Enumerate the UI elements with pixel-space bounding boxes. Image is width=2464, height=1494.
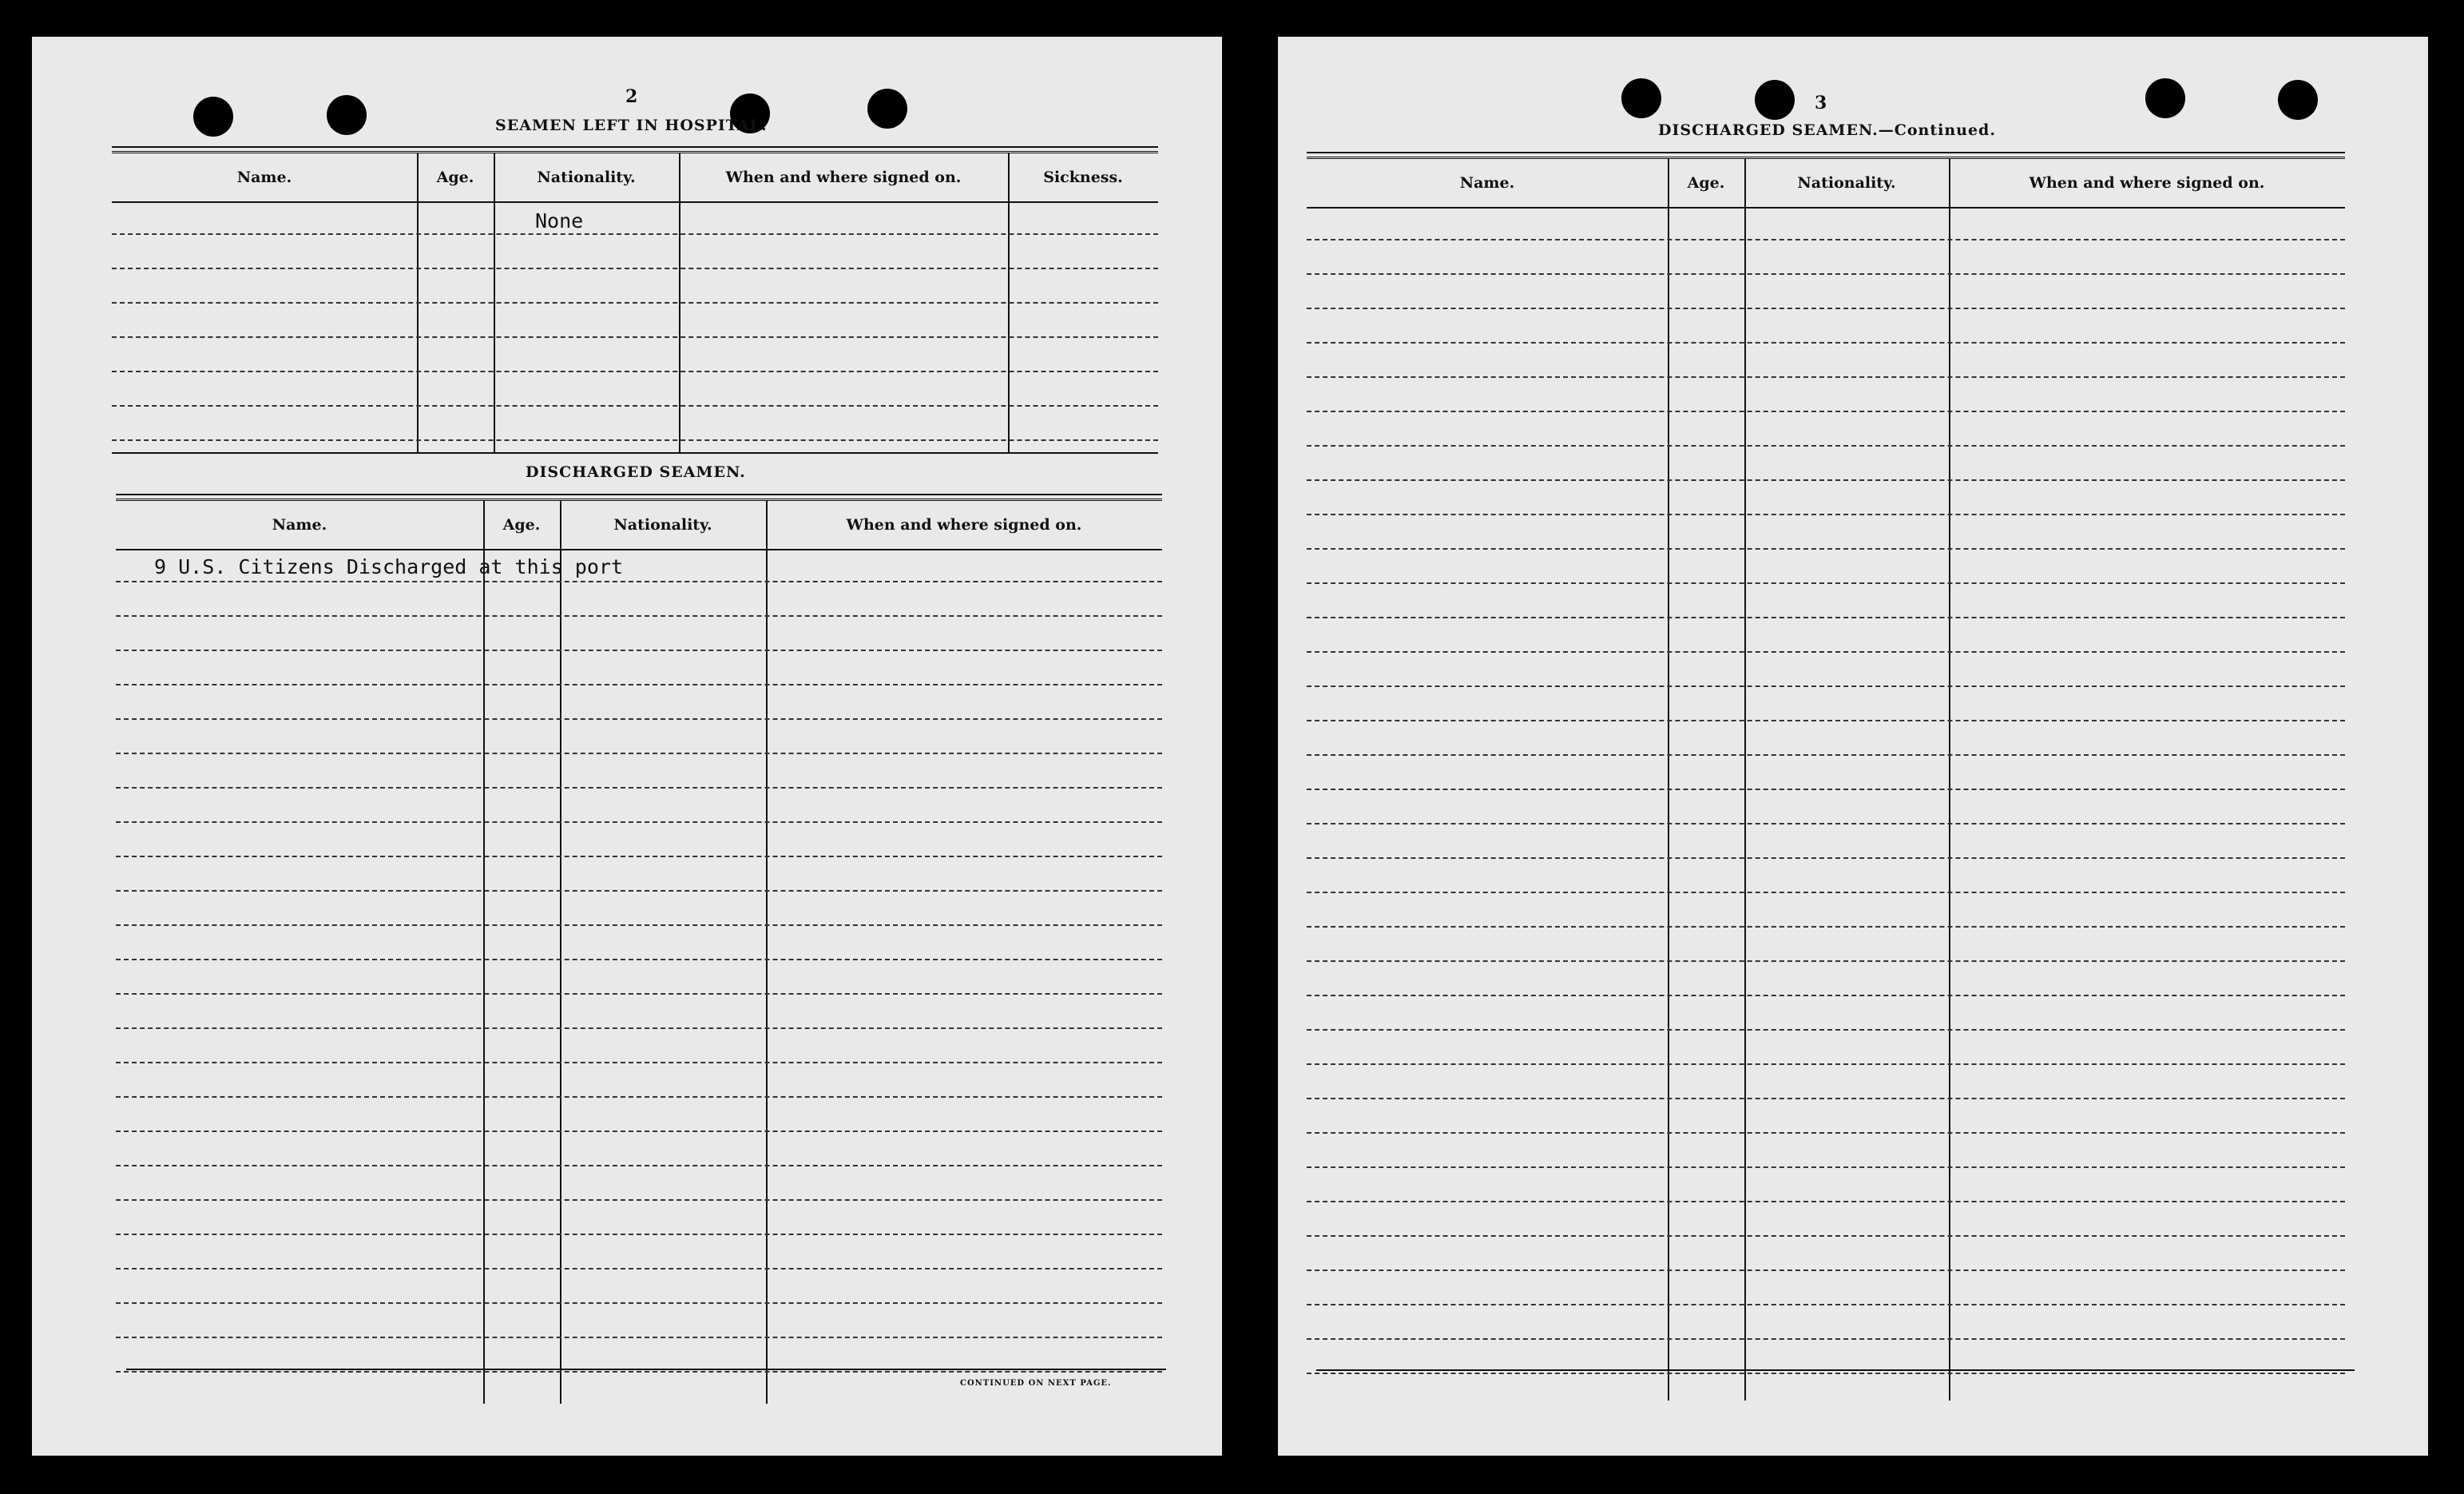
- table-row: [1307, 445, 2345, 447]
- continued-table-header: [1307, 159, 2345, 209]
- table-row: [1307, 342, 2345, 344]
- punch-hole: [327, 95, 367, 135]
- table-row: [1307, 1166, 2345, 1168]
- table-row: [1307, 1373, 2345, 1374]
- punch-hole: [2278, 80, 2318, 120]
- column-divider: [1668, 159, 1669, 1401]
- table-row: [1307, 308, 2345, 309]
- table-row: [1307, 892, 2345, 893]
- table-row: [116, 1302, 1162, 1304]
- column-divider: [417, 153, 419, 454]
- discharged-continued-table: [1307, 157, 2345, 1401]
- table-row: [116, 1062, 1162, 1063]
- table-row: [1307, 1029, 2345, 1031]
- col-header-signed-on: When and where signed on.: [2029, 174, 2265, 192]
- table-row: [1307, 376, 2345, 378]
- table-row: [116, 993, 1162, 995]
- col-header-age: Age.: [502, 516, 541, 534]
- table-row: [116, 1130, 1162, 1132]
- column-divider: [679, 153, 680, 454]
- left-page: [32, 37, 1222, 1456]
- table-row: [1307, 789, 2345, 790]
- table-row: [1307, 273, 2345, 275]
- table-row: [116, 787, 1162, 789]
- table-row: [1307, 582, 2345, 584]
- table-row: [116, 924, 1162, 926]
- page-number: 3: [1815, 93, 1827, 113]
- table-row: [116, 581, 1162, 582]
- hospital-entry-nationality: None: [535, 209, 584, 232]
- table-row: [1307, 548, 2345, 550]
- table-row: [1307, 960, 2345, 962]
- col-header-sickness: Sickness.: [1043, 169, 1123, 186]
- punch-hole: [193, 97, 233, 137]
- table-row: [1307, 239, 2345, 240]
- column-divider: [1949, 159, 1950, 1401]
- bottom-rule: [126, 1369, 1166, 1370]
- table-row: [1307, 1132, 2345, 1134]
- table-row: [116, 856, 1162, 857]
- punch-hole: [2145, 78, 2185, 118]
- table-row: [1307, 720, 2345, 721]
- punch-hole: [1755, 80, 1795, 120]
- table-row: [116, 753, 1162, 754]
- table-row: [116, 1371, 1162, 1373]
- table-row: [1307, 995, 2345, 996]
- table-row: [1307, 479, 2345, 481]
- bottom-rule: [1316, 1369, 2355, 1371]
- discharged-entry-text: 9 U.S. Citizens Discharged at this port: [154, 555, 623, 578]
- table-row: [112, 268, 1158, 269]
- discharged-section-title: DISCHARGED SEAMEN.: [526, 463, 746, 481]
- table-row: [1307, 1270, 2345, 1271]
- table-row: [1307, 1063, 2345, 1065]
- col-header-age: Age.: [436, 169, 474, 186]
- table-row: [112, 439, 1158, 441]
- hospital-table-header: [112, 153, 1158, 203]
- table-row: [112, 233, 1158, 235]
- table-row: [1307, 1235, 2345, 1237]
- table-row: [116, 1234, 1162, 1235]
- page-number: 2: [625, 86, 638, 107]
- table-row: [1307, 1201, 2345, 1202]
- table-row: [1307, 411, 2345, 412]
- col-header-name: Name.: [236, 169, 292, 186]
- section-divider: [112, 452, 1158, 454]
- discharged-table: [116, 499, 1162, 1404]
- col-header-signed-on: When and where signed on.: [725, 169, 962, 186]
- col-header-name: Name.: [1459, 174, 1515, 192]
- table-row: [116, 718, 1162, 720]
- column-divider: [1744, 159, 1746, 1401]
- table-row: [112, 405, 1158, 407]
- table-row: [116, 821, 1162, 823]
- col-header-name: Name.: [272, 516, 327, 534]
- discharged-table-header: [116, 501, 1162, 550]
- table-row: [116, 1096, 1162, 1098]
- table-row: [1307, 857, 2345, 859]
- punch-hole: [1621, 78, 1661, 118]
- table-row: [116, 615, 1162, 617]
- table-row: [116, 959, 1162, 960]
- table-row: [1307, 926, 2345, 928]
- table-row: [112, 336, 1158, 338]
- table-row: [116, 1165, 1162, 1166]
- table-row: [1307, 823, 2345, 824]
- table-row: [1307, 617, 2345, 618]
- col-header-nationality: Nationality.: [613, 516, 712, 534]
- col-header-age: Age.: [1687, 174, 1725, 192]
- table-row: [1307, 1304, 2345, 1305]
- table-row: [116, 1027, 1162, 1029]
- right-page: [1278, 37, 2428, 1456]
- table-row: [1307, 685, 2345, 687]
- table-row: [116, 1199, 1162, 1201]
- table-row: [116, 1337, 1162, 1338]
- table-row: [116, 890, 1162, 892]
- table-row: [1307, 514, 2345, 515]
- table-row: [116, 650, 1162, 651]
- column-divider: [494, 153, 495, 454]
- col-header-nationality: Nationality.: [537, 169, 636, 186]
- table-row: [112, 302, 1158, 304]
- right-section-title: DISCHARGED SEAMEN.—Continued.: [1658, 121, 1996, 139]
- table-row: [1307, 754, 2345, 756]
- punch-hole: [867, 89, 907, 129]
- table-row: [112, 371, 1158, 372]
- table-row: [116, 1268, 1162, 1270]
- hospital-table: [112, 151, 1158, 454]
- column-divider: [1008, 153, 1010, 454]
- continued-note: CONTINUED ON NEXT PAGE.: [960, 1379, 1112, 1388]
- col-header-signed-on: When and where signed on.: [846, 516, 1082, 534]
- table-row: [1307, 1098, 2345, 1099]
- hospital-section-title: SEAMEN LEFT IN HOSPITAL.: [495, 117, 768, 134]
- table-row: [1307, 651, 2345, 653]
- col-header-nationality: Nationality.: [1797, 174, 1896, 192]
- table-row: [116, 684, 1162, 685]
- table-row: [1307, 1338, 2345, 1340]
